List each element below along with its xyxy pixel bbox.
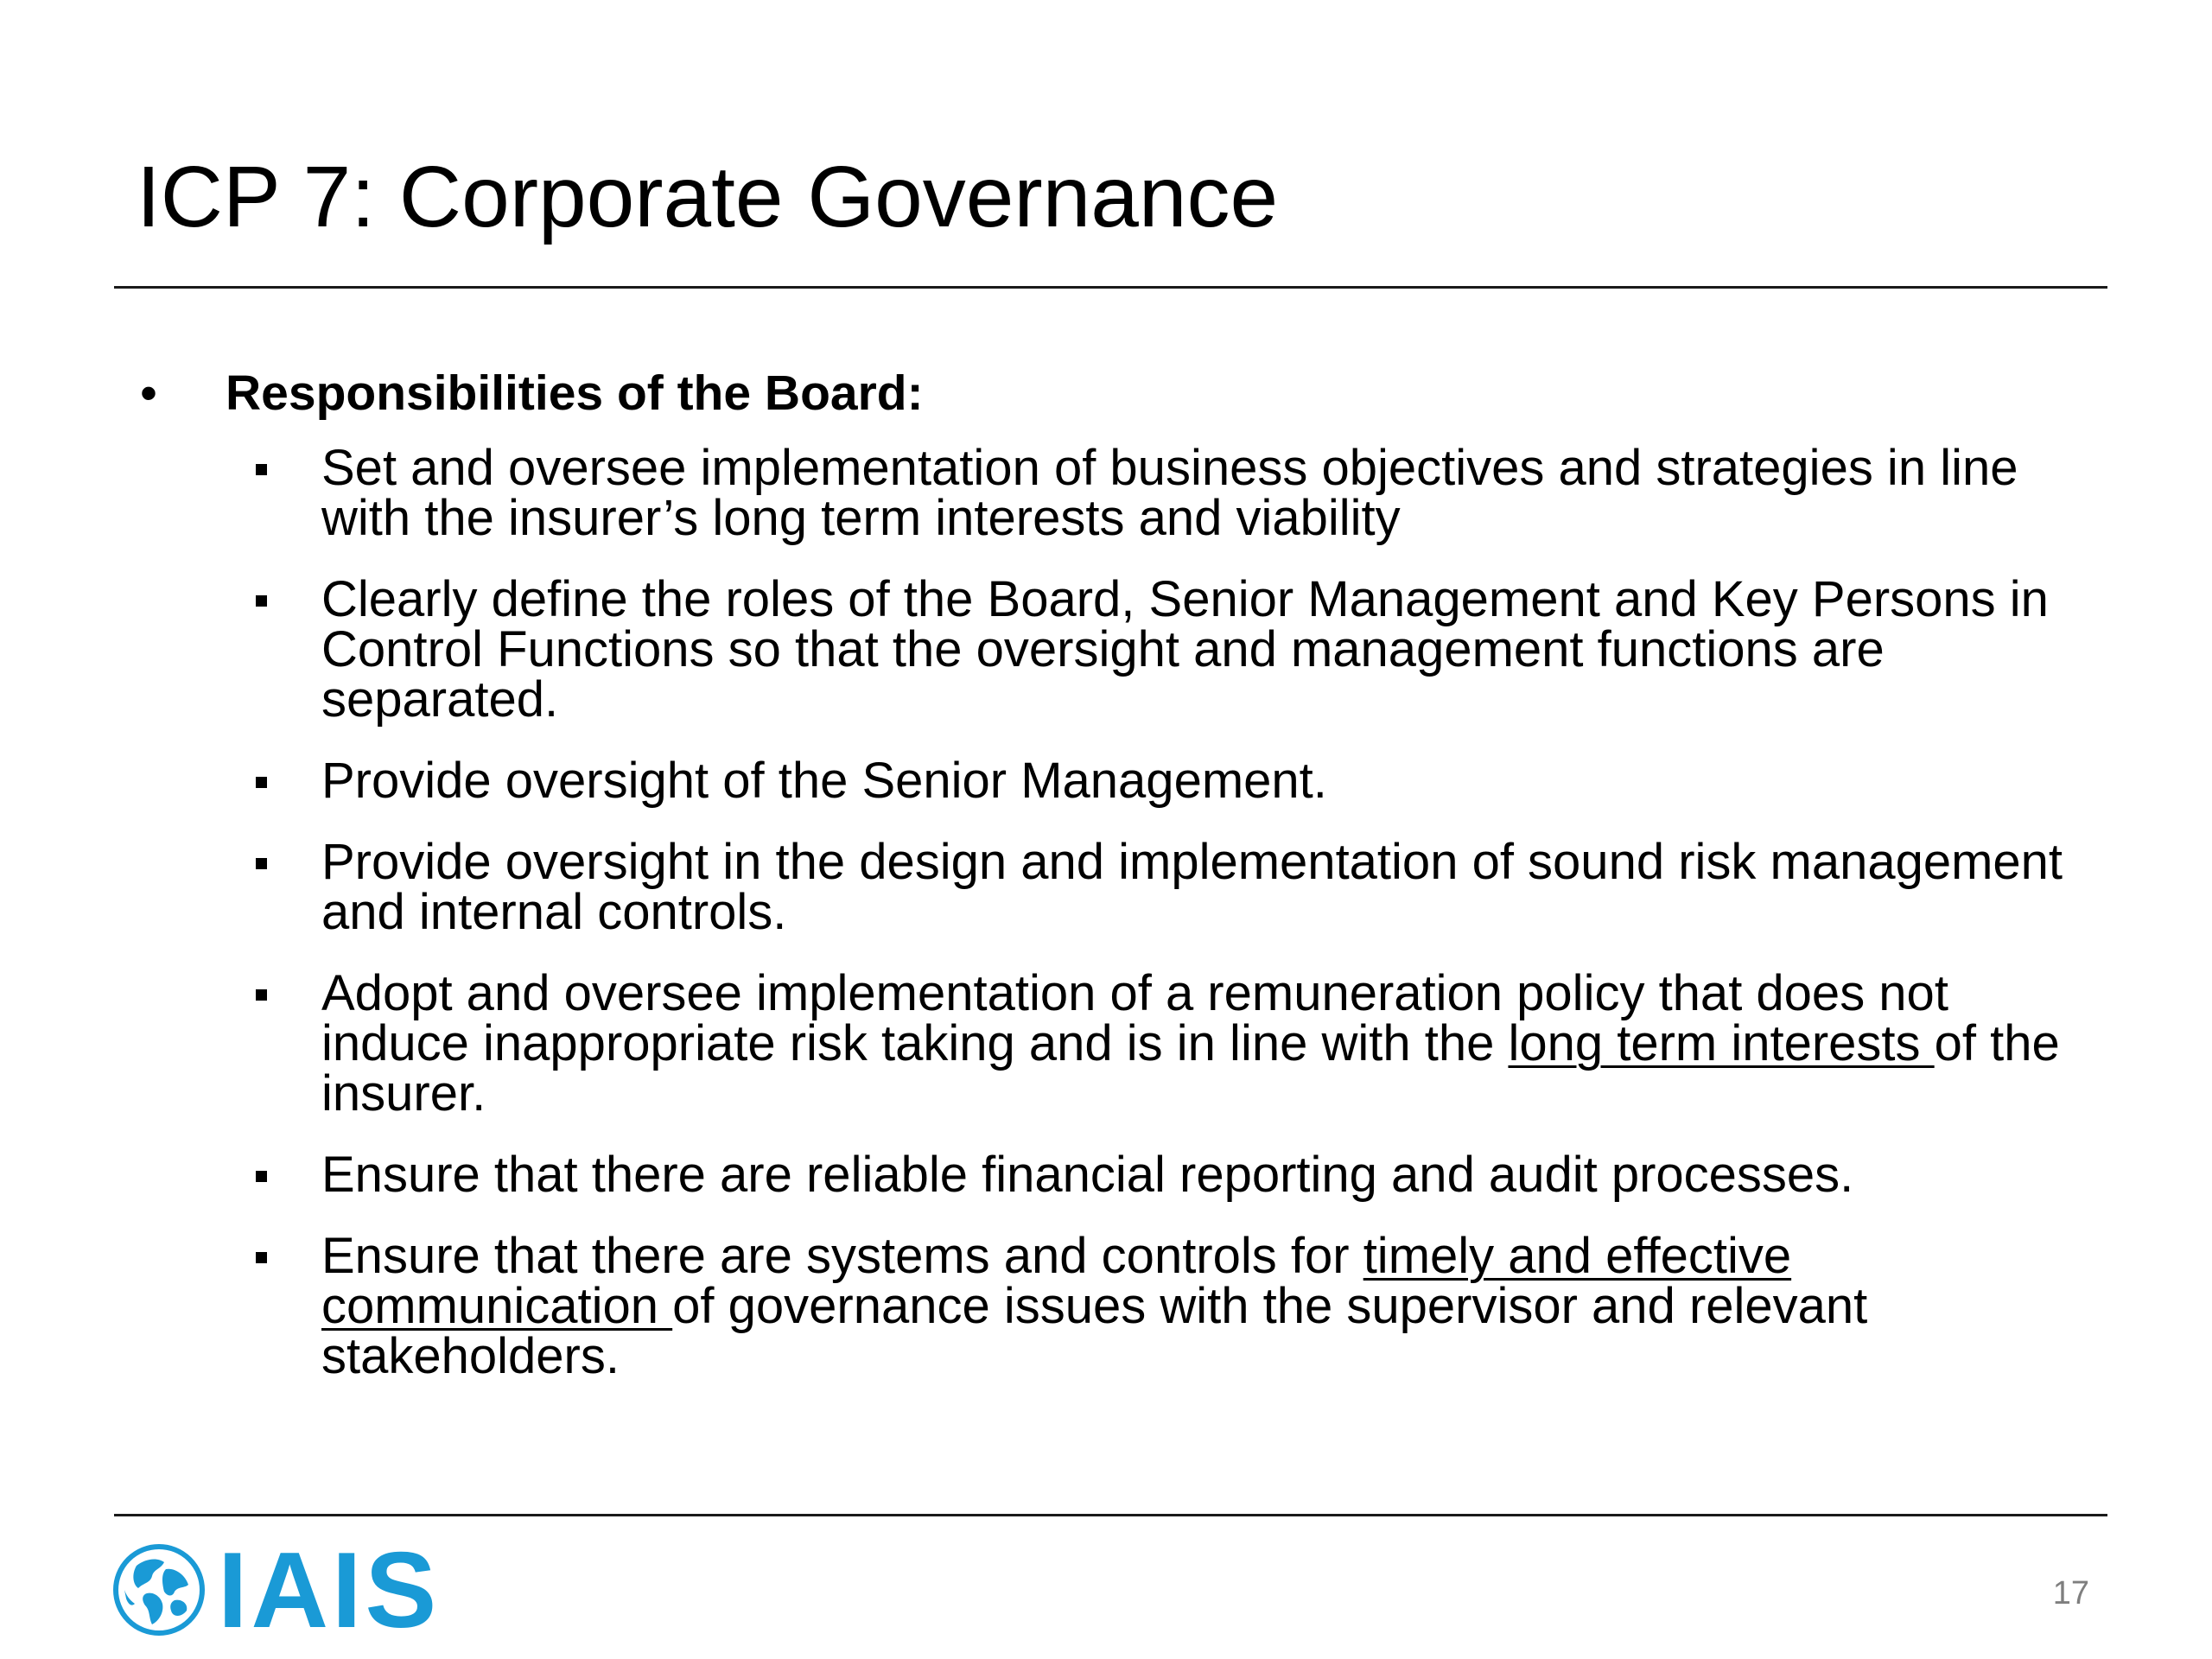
page-number: 17 (2052, 1575, 2089, 1611)
square-bullet-icon (256, 595, 267, 607)
list-item (254, 440, 2103, 546)
list-item-text-end: of the insurer. (321, 1015, 2060, 1122)
iais-logo (112, 1531, 484, 1650)
square-bullet-icon (256, 989, 267, 1001)
list-item (254, 834, 2103, 940)
heading-text: Responsibilities of the Board: (226, 365, 924, 421)
list-item-text-start: Ensure that there are systems and controls for (321, 1228, 1363, 1284)
list-item-text: Provide oversight of the Senior Management. (321, 753, 1327, 809)
heading-bullet: • (140, 365, 157, 421)
list-item-text: Ensure that there are reliable financial reporting and audit processes. (321, 1147, 1854, 1203)
slide-title: ICP 7: Corporate Governance (137, 149, 1279, 245)
list-item (254, 1147, 2103, 1203)
list-item (254, 571, 2103, 728)
list-item-text-start: Adopt and oversee implementation of a remuneration policy that does not induce inappropriate risk taking and is in line with the (321, 965, 1948, 1071)
list-item-text-end: of governance issues with the supervisor and relevant stakeholders. (321, 1278, 1868, 1384)
square-bullet-icon (256, 858, 267, 869)
list-item (254, 753, 2103, 809)
globe-icon (112, 1543, 206, 1637)
list-item-text: Set and oversee implementation of business objectives and strategies in line with the insurer’s long term interests and viability (321, 440, 2018, 546)
list-item (254, 965, 2103, 1122)
responsibility-list (254, 440, 2103, 1413)
list-item-text: Clearly define the roles of the Board, Senior Management and Key Persons in Control Functions so that the oversight and management functions are separated. (321, 571, 2049, 728)
square-bullet-icon (256, 1252, 267, 1263)
logo-wordmark: IAIS (218, 1531, 441, 1650)
footer-divider (114, 1514, 2107, 1516)
list-item (254, 1228, 2103, 1384)
square-bullet-icon (256, 464, 267, 475)
title-divider (114, 286, 2107, 289)
square-bullet-icon (256, 1171, 267, 1182)
underlined-phrase: long term interests (1508, 1015, 1935, 1071)
square-bullet-icon (256, 777, 267, 788)
underlined-phrase: timely and effective communication (321, 1228, 1792, 1334)
list-item-text: Provide oversight in the design and implementation of sound risk management and internal controls. (321, 834, 2063, 940)
